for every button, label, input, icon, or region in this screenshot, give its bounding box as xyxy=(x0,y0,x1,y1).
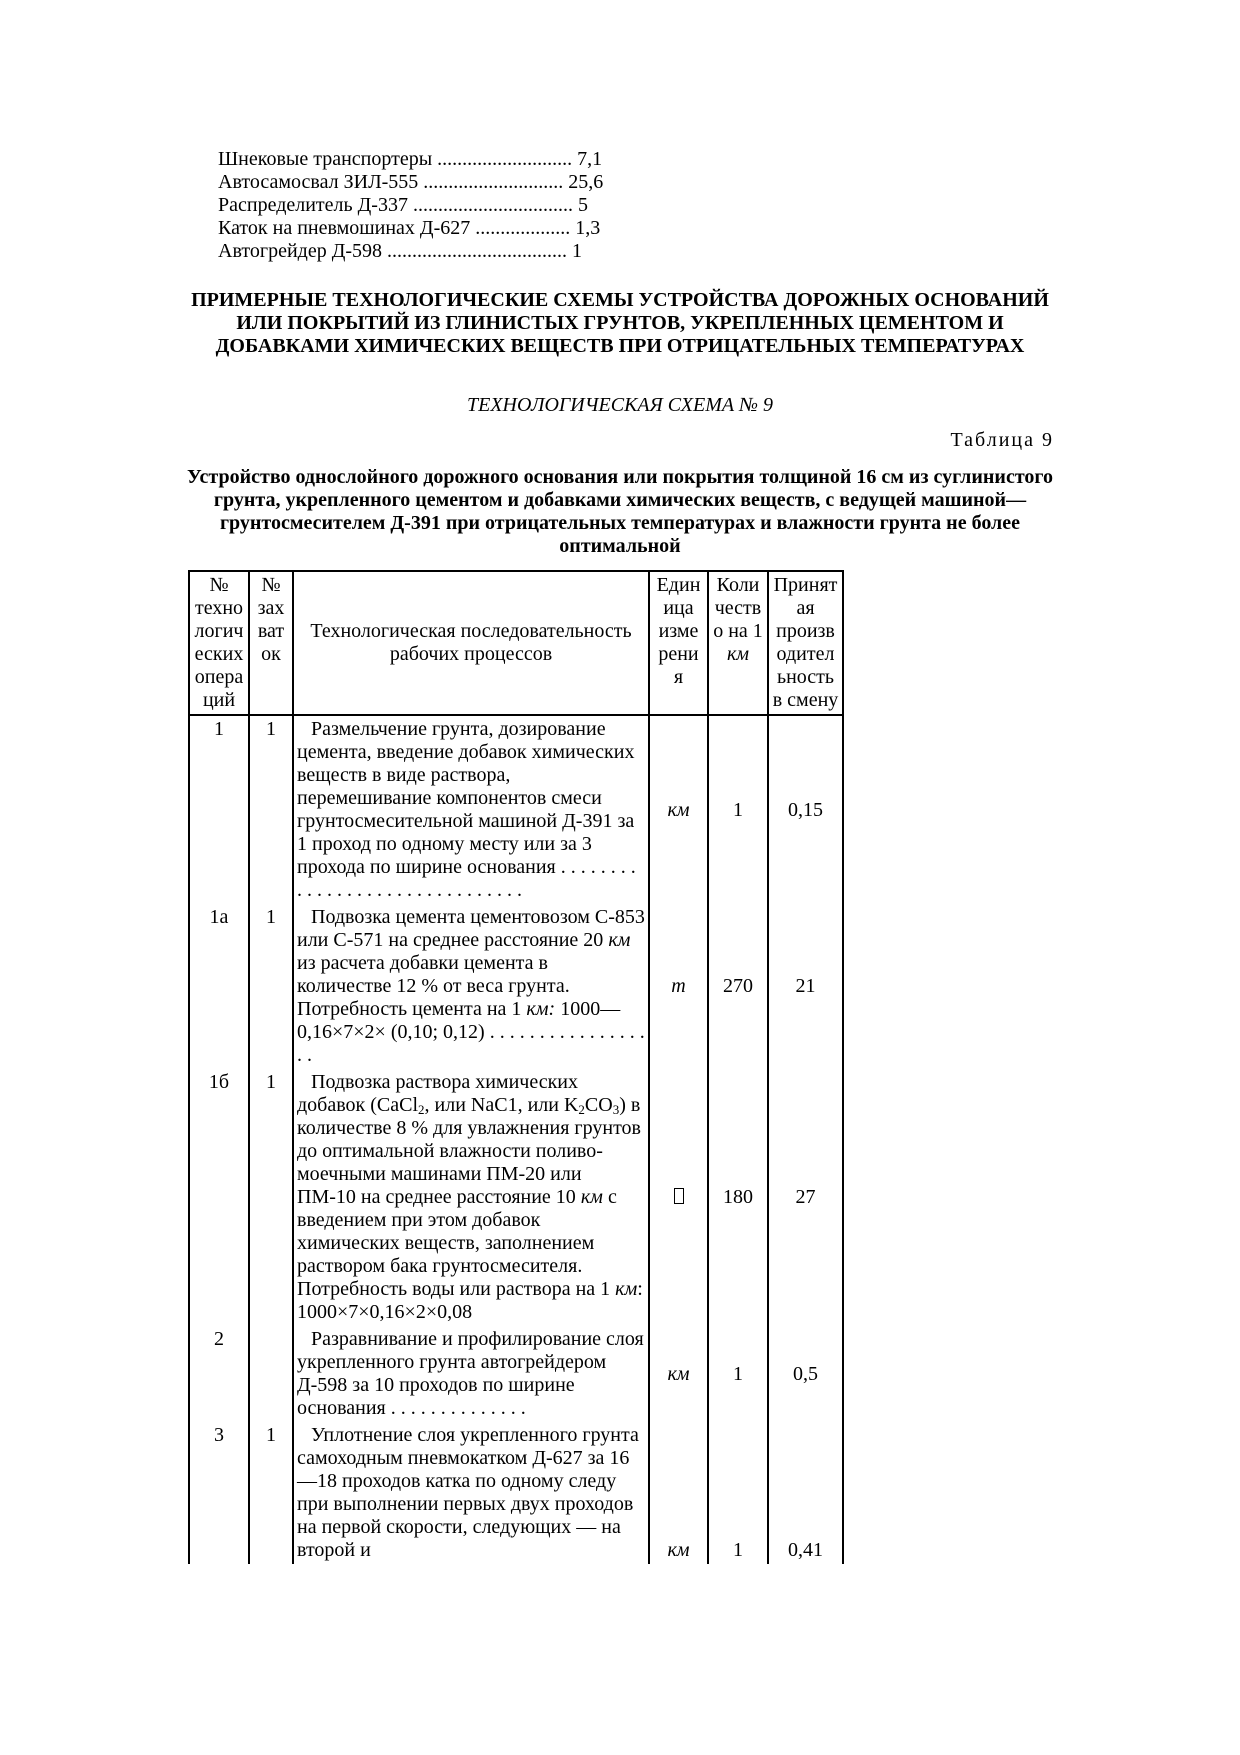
op-number: 1 xyxy=(189,715,249,904)
subscript: 2 xyxy=(418,1102,425,1117)
subscript: 2 xyxy=(578,1102,585,1117)
table-row xyxy=(189,1069,843,1326)
unit-cell: т xyxy=(649,904,708,1069)
table-caption: Устройство однослойного дорожного основания или покрытия толщиной 16 см из суглинистого грунта, укрепленного цементом и добавками химических веществ, с ведущей машиной— грунтосмесителем Д-391 при отрицательных температурах и влажности грунта не более оптимальной xyxy=(187,466,1053,557)
header-quantity-text: Коли честв о на 1 xyxy=(713,574,763,642)
unit-cell: км xyxy=(649,1326,708,1422)
rate-cell: 0,5 xyxy=(768,1326,843,1422)
description-text: Подвозка цемента цементовозом С-853 или С-571 на среднее расстояние 20 xyxy=(297,906,645,951)
table-row xyxy=(189,1422,843,1564)
grip-number: 1 xyxy=(249,715,293,904)
op-number: 3 xyxy=(189,1422,249,1564)
unit-cell: км xyxy=(649,715,708,904)
table-row xyxy=(189,904,843,1069)
equipment-list xyxy=(218,148,603,263)
process-table xyxy=(188,570,844,1564)
quantity-cell: 180 xyxy=(708,1069,768,1326)
description-text: из расчета добавки цемента в количестве 12 % от веса грунта. Потребность цемента на 1 xyxy=(297,952,570,1020)
header-grip-number: № зах ват ок xyxy=(249,571,293,715)
unit-km: км xyxy=(615,1278,638,1300)
equipment-line: Автогрейдер Д-598 .................................... 1 xyxy=(218,240,583,262)
header-operation-number: № техно логич еских опера ций xyxy=(189,571,249,715)
table-row xyxy=(189,1326,843,1422)
grip-number: 1 xyxy=(249,1069,293,1326)
rate-cell: 0,41 xyxy=(768,1422,843,1564)
process-description: Уплотнение слоя укрепленного грунта самоходным пневмокатком Д-627 за 16—18 проходов катка по одному следу при выполнении первых двух проходов на первой скорости, следующих — на второй и xyxy=(293,1422,649,1564)
process-description xyxy=(293,904,649,1069)
quantity-cell: 1 xyxy=(708,1422,768,1564)
grip-number: 1 xyxy=(249,904,293,1069)
rate-cell: 21 xyxy=(768,904,843,1069)
description-text: 1000—0,16×7×2× (0,10; 0,12) . . . . . . . . . . . . . . . . . . xyxy=(297,998,645,1066)
unit-cell xyxy=(649,1069,708,1326)
scheme-title: ТЕХНОЛОГИЧЕСКАЯ СХЕМА № 9 xyxy=(467,394,773,416)
quantity-cell: 270 xyxy=(708,904,768,1069)
op-number: 1а xyxy=(189,904,249,1069)
description-text: : 1000×7×0,16×2×0,08 xyxy=(297,1278,643,1323)
quantity-cell: 1 xyxy=(708,1326,768,1422)
header-quantity xyxy=(708,571,768,715)
table-number: Таблица 9 xyxy=(950,429,1054,451)
unit-km: км: xyxy=(526,998,556,1020)
equipment-line: Автосамосвал ЗИЛ-555 ............................ 25,6 xyxy=(218,171,604,193)
header-process: Технологическая последовательность рабочих процессов xyxy=(293,571,649,715)
header-quantity-unit: км xyxy=(726,643,750,665)
op-number: 2 xyxy=(189,1326,249,1422)
description-text: , или NaC1, или K xyxy=(424,1094,579,1116)
equipment-line: Шнековые транспортеры ........................... 7,1 xyxy=(218,148,603,170)
description-text: ) в количестве 8 % для увлажнения грунтов до оптимальной влажности поливо-моечными машинами ПМ-20 или ПМ-10 на среднее расстояние 10 xyxy=(297,1094,641,1208)
rate-cell: 27 xyxy=(768,1069,843,1326)
unit-km: км xyxy=(608,929,631,951)
unit-km: км xyxy=(580,1186,603,1208)
process-description xyxy=(293,1069,649,1326)
missing-glyph-icon xyxy=(674,1188,684,1204)
equipment-line: Каток на пневмошинах Д-627 ................... 1,3 xyxy=(218,217,601,239)
unit-cell: км xyxy=(649,1422,708,1564)
description-text: CO xyxy=(584,1094,613,1116)
rate-cell: 0,15 xyxy=(768,715,843,904)
process-description: Размельчение грунта, дозирование цемента, введение добавок химических веществ в виде раствора, перемешивание компонентов смеси грунтосмесительной машиной Д-391 за 1 проход по одному месту или за 3 прохода по ширине основания . . . . . . . . . . . . . . . . . . . . . . . . . . . . . . . xyxy=(293,715,649,904)
grip-number: 1 xyxy=(249,1422,293,1564)
section-title: ПРИМЕРНЫЕ ТЕХНОЛОГИЧЕСКИЕ СХЕМЫ УСТРОЙСТВА ДОРОЖНЫХ ОСНОВАНИЙ ИЛИ ПОКРЫТИЙ ИЗ ГЛИНИСТЫХ ГРУНТОВ, УКРЕПЛЕННЫХ ЦЕМЕНТОМ И ДОБАВКАМИ ХИМИЧЕСКИХ ВЕЩЕСТВ ПРИ ОТРИЦАТЕЛЬНЫХ ТЕМПЕРАТУРАХ xyxy=(191,289,1049,357)
op-number: 1б xyxy=(189,1069,249,1326)
description-text: с введением при этом добавок химических веществ, заполнением раствором бака грунтосмесителя. Потребность воды или раствора на 1 xyxy=(297,1186,617,1300)
subscript: 3 xyxy=(612,1102,620,1117)
header-rate: Принят ая произв одител ьность в смену xyxy=(768,571,843,715)
equipment-line: Распределитель Д-337 ................................ 5 xyxy=(218,194,588,216)
description-text: Подвозка раствора химических добавок (CaCl xyxy=(297,1071,579,1116)
header-unit: Един ица изме рени я xyxy=(649,571,708,715)
grip-number xyxy=(249,1326,293,1422)
table-row xyxy=(189,715,843,904)
table-header-row xyxy=(189,571,843,715)
quantity-cell: 1 xyxy=(708,715,768,904)
process-description: Разравнивание и профилирование слоя укрепленного грунта автогрейдером Д-598 за 10 проходов по ширине основания . . . . . . . . . . . . . . xyxy=(293,1326,649,1422)
